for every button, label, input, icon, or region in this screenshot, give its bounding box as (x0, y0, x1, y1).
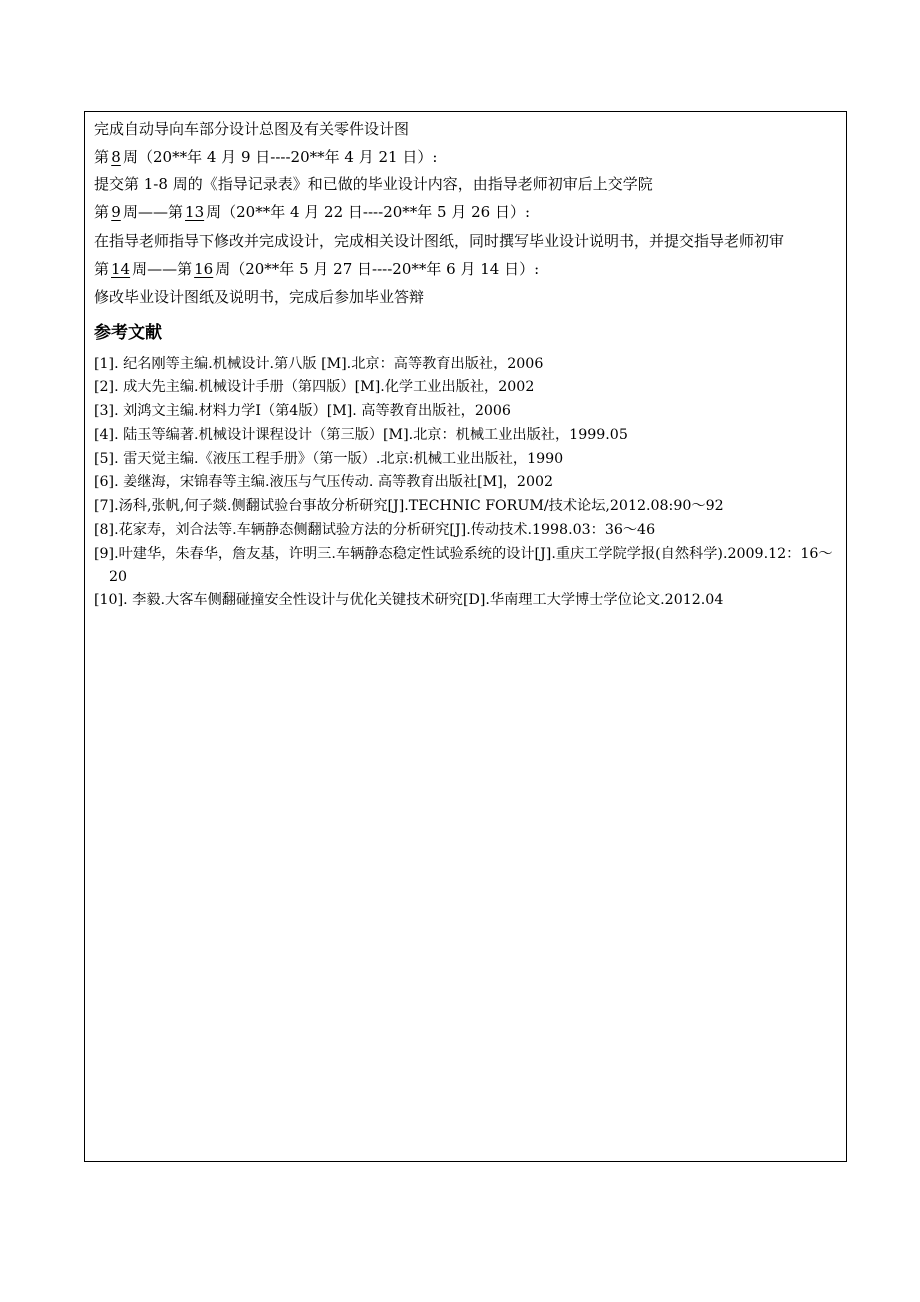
week-suffix: 周（20**年 4 月 22 日----20**年 5 月 26 日）: (206, 202, 531, 221)
reference-item: [5]. 雷天觉主编.《液压工程手册》（第一版）.北京:机械工业出版社，1990 (94, 450, 564, 467)
reference-item: [7].汤科,张帆,何子燚.侧翻试验台事故分析研究[J].TECHNIC FORUM/技术论坛,2012.08:90～92 (94, 498, 724, 515)
week-prefix: 第 (94, 202, 110, 221)
references-heading: 参考文献 (94, 322, 162, 343)
reference-item: [1]. 纪名刚等主编.机械设计.第八版 [M].北京：高等教育出版社，2006 (94, 355, 544, 372)
week-start-number: 9 (111, 202, 121, 221)
reference-item: [6]. 姜继海，宋锦春等主编.液压与气压传动. 高等教育出版社[M]，2002 (94, 474, 554, 491)
week-mid: 周——第 (123, 202, 184, 221)
week-task-1: 提交第 1-8 周的《指导记录表》和已做的毕业设计内容，由指导老师初审后上交学院 (94, 175, 653, 193)
week-start-number: 14 (111, 260, 131, 278)
cell-content (94, 118, 840, 613)
week-range-1 (94, 146, 840, 168)
reference-item: [9].叶建华，朱春华，詹友基，许明三.车辆静态稳定性试验系统的设计[J].重庆工学院学报(自然科学).2009.12：16～20 (94, 545, 833, 585)
week-task-2: 在指导老师指导下修改并完成设计，完成相关设计图纸，同时撰写毕业设计说明书，并提交指导老师初审 (94, 232, 785, 250)
reference-item: [8].花家寿，刘合法等.车辆静态侧翻试验方法的分析研究[J].传动技术.1998.03：36～46 (94, 522, 656, 539)
week-end-number: 13 (185, 202, 205, 221)
week-suffix: 周（20**年 4 月 9 日----20**年 4 月 21 日）: (123, 147, 438, 166)
reference-item: [3]. 刘鸿文主编.材料力学I（第4版）[M]. 高等教育出版社，2006 (94, 403, 511, 420)
week-task-3: 修改毕业设计图纸及说明书，完成后参加毕业答辩 (94, 287, 425, 306)
week-mid: 周——第 (132, 260, 193, 278)
schedule-intro: 完成自动导向车部分设计总图及有关零件设计图 (94, 120, 410, 138)
week-end-number: 16 (194, 260, 214, 278)
week-suffix: 周（20**年 5 月 27 日----20**年 6 月 14 日）: (215, 260, 540, 278)
reference-item: [4]. 陆玉等编著.机械设计课程设计（第三版）[M].北京：机械工业出版社，1999.05 (94, 426, 628, 443)
week-range-3 (94, 258, 840, 280)
references-list (94, 353, 840, 613)
week-range-2 (94, 201, 840, 223)
week-prefix: 第 (94, 260, 110, 278)
week-prefix: 第 (94, 147, 110, 166)
table-cell-frame (84, 111, 847, 1162)
reference-item: [10]. 李毅.大客车侧翻碰撞安全性设计与优化关键技术研究[D].华南理工大学博士学位论文.2012.04 (94, 592, 724, 609)
reference-item: [2]. 成大先主编.机械设计手册（第四版）[M].化学工业出版社，2002 (94, 379, 535, 396)
week-start-number: 8 (111, 147, 121, 166)
